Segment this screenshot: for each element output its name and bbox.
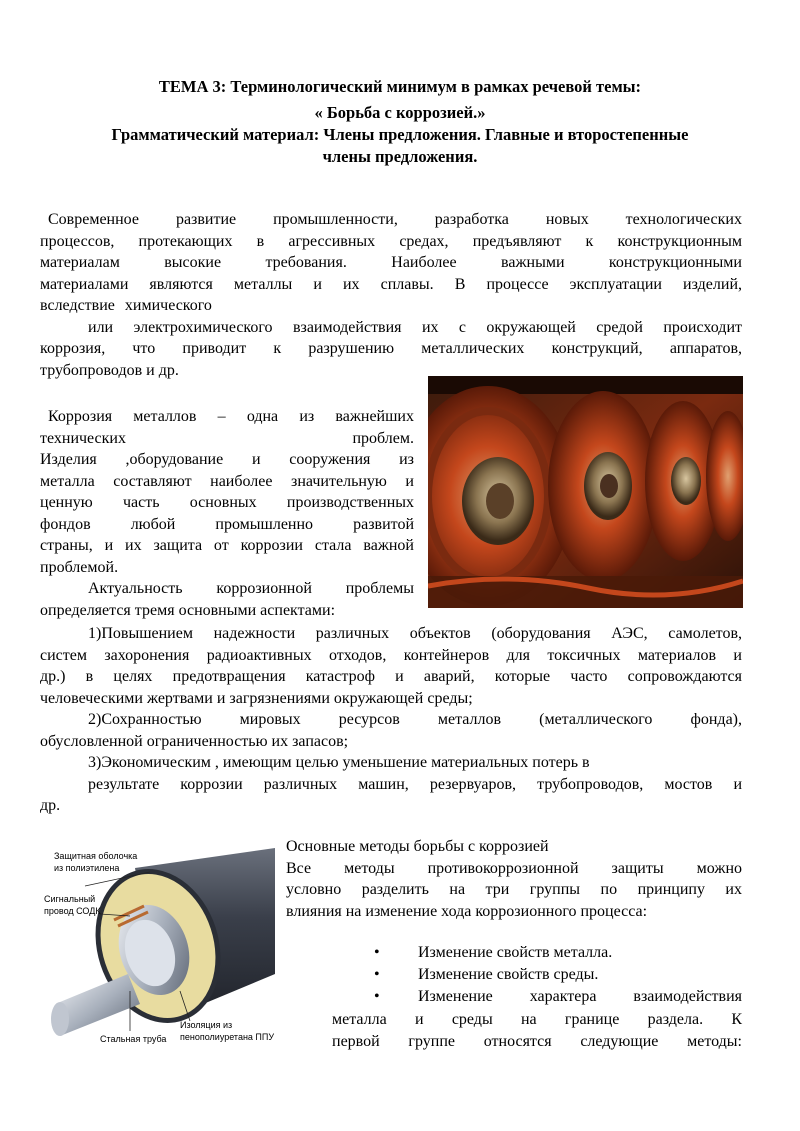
aspect-line: др. <box>40 797 61 814</box>
intro-line: Современное развитие промышленности, разработка новых технологических <box>48 211 742 228</box>
intro-line: трубопроводов и др. <box>40 361 179 379</box>
intro-paragraph <box>40 209 742 381</box>
intro-line: материалами являются металлы и их сплавы. В процессе эксплуатации изделий, <box>40 275 742 293</box>
corrosion-paragraph <box>40 406 414 621</box>
label-wire-cont: провод СОДК <box>44 906 101 916</box>
aspect-line: 1)Повышением надежности различных объектов (оборудования АЭС, самолетов, <box>88 625 742 642</box>
corrosion-line: Изделия ,оборудование и сооружения из <box>40 451 414 468</box>
methods-cont-line: металла и среды на границе раздела. К <box>332 1011 742 1028</box>
label-insulation-cont: пенополиуретана ППУ <box>180 1032 275 1042</box>
methods-line: влияния на изменение хода коррозионного процесса: <box>286 902 648 920</box>
grammar-title-cont: члены предложения. <box>322 147 478 166</box>
methods-cont-line: первой группе относятся следующие методы: <box>332 1032 742 1050</box>
aspect-line: человеческими жертвами и загрязнениями окружающей среды; <box>40 689 473 707</box>
label-insulation: Изоляция из <box>180 1020 233 1030</box>
insulated-pipe-diagram <box>40 826 275 1058</box>
methods-cont <box>332 1009 742 1052</box>
label-wire: Сигнальный <box>44 894 96 904</box>
page-title: ТЕМА 3: Терминологический минимум в рамках речевой темы: <box>158 77 642 96</box>
corrosion-line: страны, и их защита от коррозии стала важной <box>40 537 414 554</box>
label-shell: Защитная оболочка <box>54 851 138 861</box>
aspect-line: систем захоронения радиоактивных отходов, контейнеров для токсичных материалов и <box>40 646 742 664</box>
bullet-text: Изменение свойств среды. <box>418 966 599 983</box>
intro-line: коррозия, что приводит к разрушению металлических конструкций, аппаратов, <box>40 340 742 357</box>
aspects-list <box>40 623 742 817</box>
corrosion-line: определяется тремя основными аспектами: <box>40 601 336 619</box>
bullet-icon: • <box>374 988 380 1005</box>
methods-heading: Основные методы борьбы с коррозией <box>286 838 549 855</box>
topic-title: « Борьба с коррозией.» <box>314 103 486 122</box>
bullet-icon: • <box>374 966 380 983</box>
intro-line: процессов, протекающих в агрессивных средах, предъявляют к конструкционным <box>40 232 742 250</box>
aspect-line: обусловленной ограниченностью их запасов; <box>40 732 349 750</box>
aspect-line: др.) в целях предотвращения катастроф и аварий, которые часто сопровождаются <box>40 668 742 685</box>
corrosion-line: металла составляют наиболее значительную и <box>40 472 414 490</box>
corrosion-line: фондов любой промышленно развитой <box>40 515 414 533</box>
aspect-line: 2)Сохранностью мировых ресурсов металлов (металлического фонда), <box>88 711 742 728</box>
corrosion-line: ценную часть основных производственных <box>40 494 414 511</box>
label-shell-cont: из полиэтилена <box>54 863 120 873</box>
bullet-text: Изменение характера взаимодействия <box>418 988 742 1005</box>
intro-line: или электрохимического взаимодействия их с окружающей средой происходит <box>88 318 742 336</box>
intro-line: вследствие химического <box>40 297 212 314</box>
aspect-line: результате коррозии различных машин, резервуаров, трубопроводов, мостов и <box>88 775 742 793</box>
methods-section <box>286 836 742 922</box>
grammar-title: Грамматический материал: Члены предложения. Главные и второстепенные <box>111 125 689 144</box>
corrosion-line: Коррозия металлов – одна из важнейших <box>48 408 414 425</box>
corrosion-line: проблемой. <box>40 558 119 576</box>
label-pipe: Стальная труба <box>100 1034 167 1044</box>
corrosion-line: технических проблем. <box>40 429 414 447</box>
bullet-icon: • <box>374 944 380 961</box>
intro-line: материалам высокие требования. Наиболее важными конструкционными <box>40 254 742 271</box>
methods-line: Все методы противокоррозионной защиты можно <box>286 859 742 877</box>
methods-line: условно разделить на три группы по принципу их <box>286 881 742 898</box>
bullet-text: Изменение свойств металла. <box>418 944 613 961</box>
aspect-line: 3)Экономическим , имеющим целью уменьшение материальных потерь в <box>88 754 590 771</box>
rusted-wheels-photo <box>428 376 743 608</box>
corrosion-line: Актуальность коррозионной проблемы <box>88 580 414 597</box>
